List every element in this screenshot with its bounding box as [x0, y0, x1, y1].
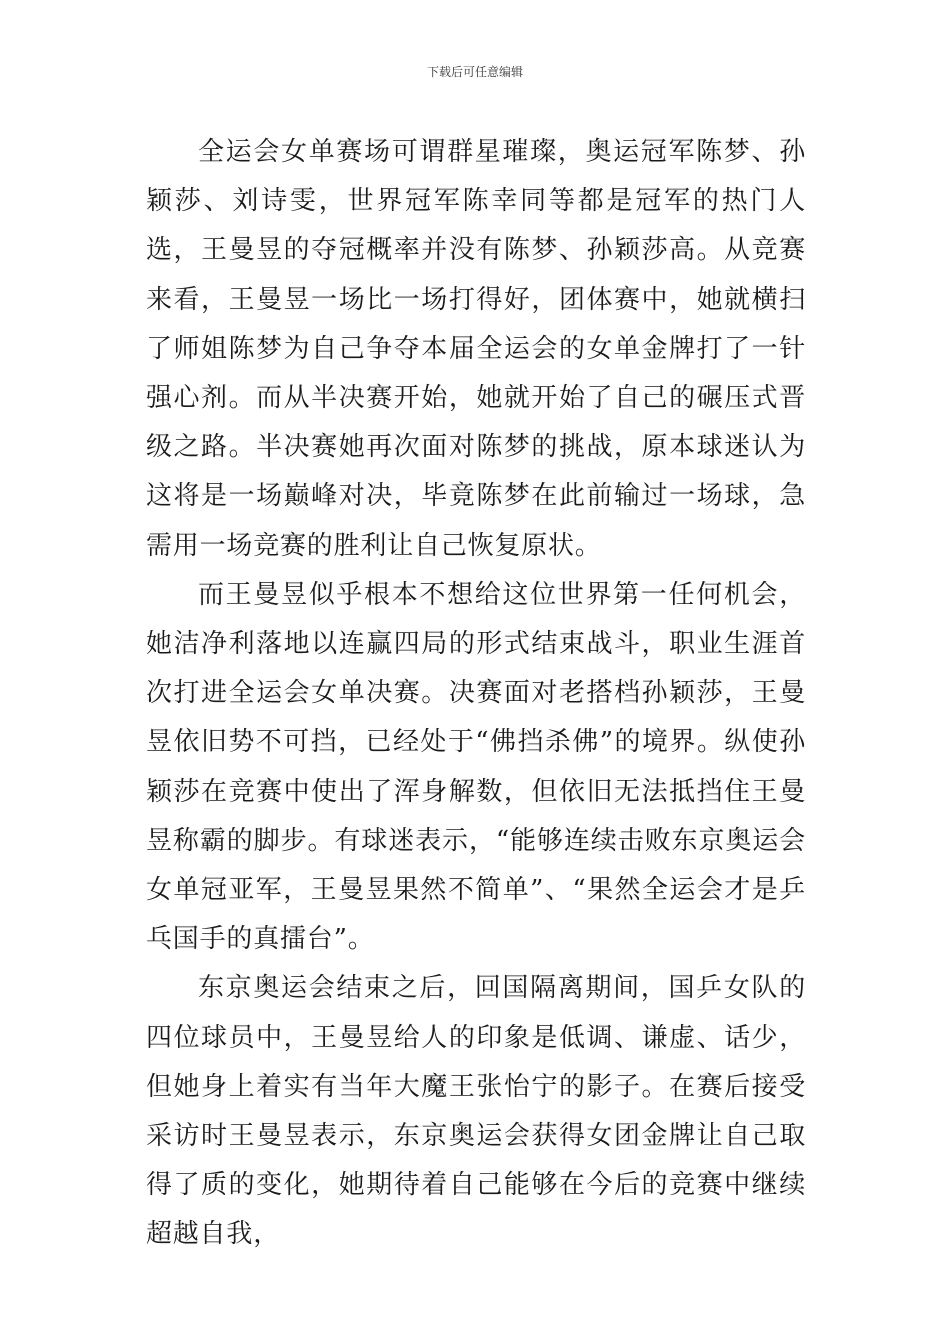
paragraph-3: 东京奥运会结束之后，回国隔离期间，国乒女队的四位球员中，王曼昱给人的印象是低调、谦虚、话少，但她身上着实有当年大魔王张怡宁的影子。在赛后接受采访时王曼昱表示，东京奥运会获得女团金牌让自己取得了质的变化，她期待着自己能够在今后的竞赛中继续超越自我，	[146, 973, 806, 1250]
article-body	[146, 128, 806, 1260]
page-header: 下载后可任意编辑	[426, 65, 523, 79]
paragraph-1: 全运会女单赛场可谓群星璀璨，奥运冠军陈梦、孙颖莎、刘诗雯，世界冠军陈幸同等都是冠军的热门人选，王曼昱的夺冠概率并没有陈梦、孙颖莎高。从竞赛来看，王曼昱一场比一场打得好，团体赛中，她就横扫了师姐陈梦为自己争夺本届全运会的女单金牌打了一针强心剂。而从半决赛开始，她就开始了自己的碾压式晋级之路。半决赛她再次面对陈梦的挑战，原本球迷认为这将是一场巅峰对决，毕竟陈梦在此前输过一场球，急需用一场竞赛的胜利让自己恢复原状。	[146, 137, 806, 561]
paragraph-2: 而王曼昱似乎根本不想给这位世界第一任何机会，她洁净利落地以连赢四局的形式结束战斗，职业生涯首次打进全运会女单决赛。决赛面对老搭档孙颖莎，王曼昱依旧势不可挡，已经处于“佛挡杀佛”的境界。纵使孙颖莎在竞赛中使出了浑身解数，但依旧无法抵挡住王曼昱称霸的脚步。有球迷表示，“能够连续击败东京奥运会女单冠亚军，王曼昱果然不简单”、“果然全运会才是乒乓国手的真擂台”。	[146, 579, 806, 955]
